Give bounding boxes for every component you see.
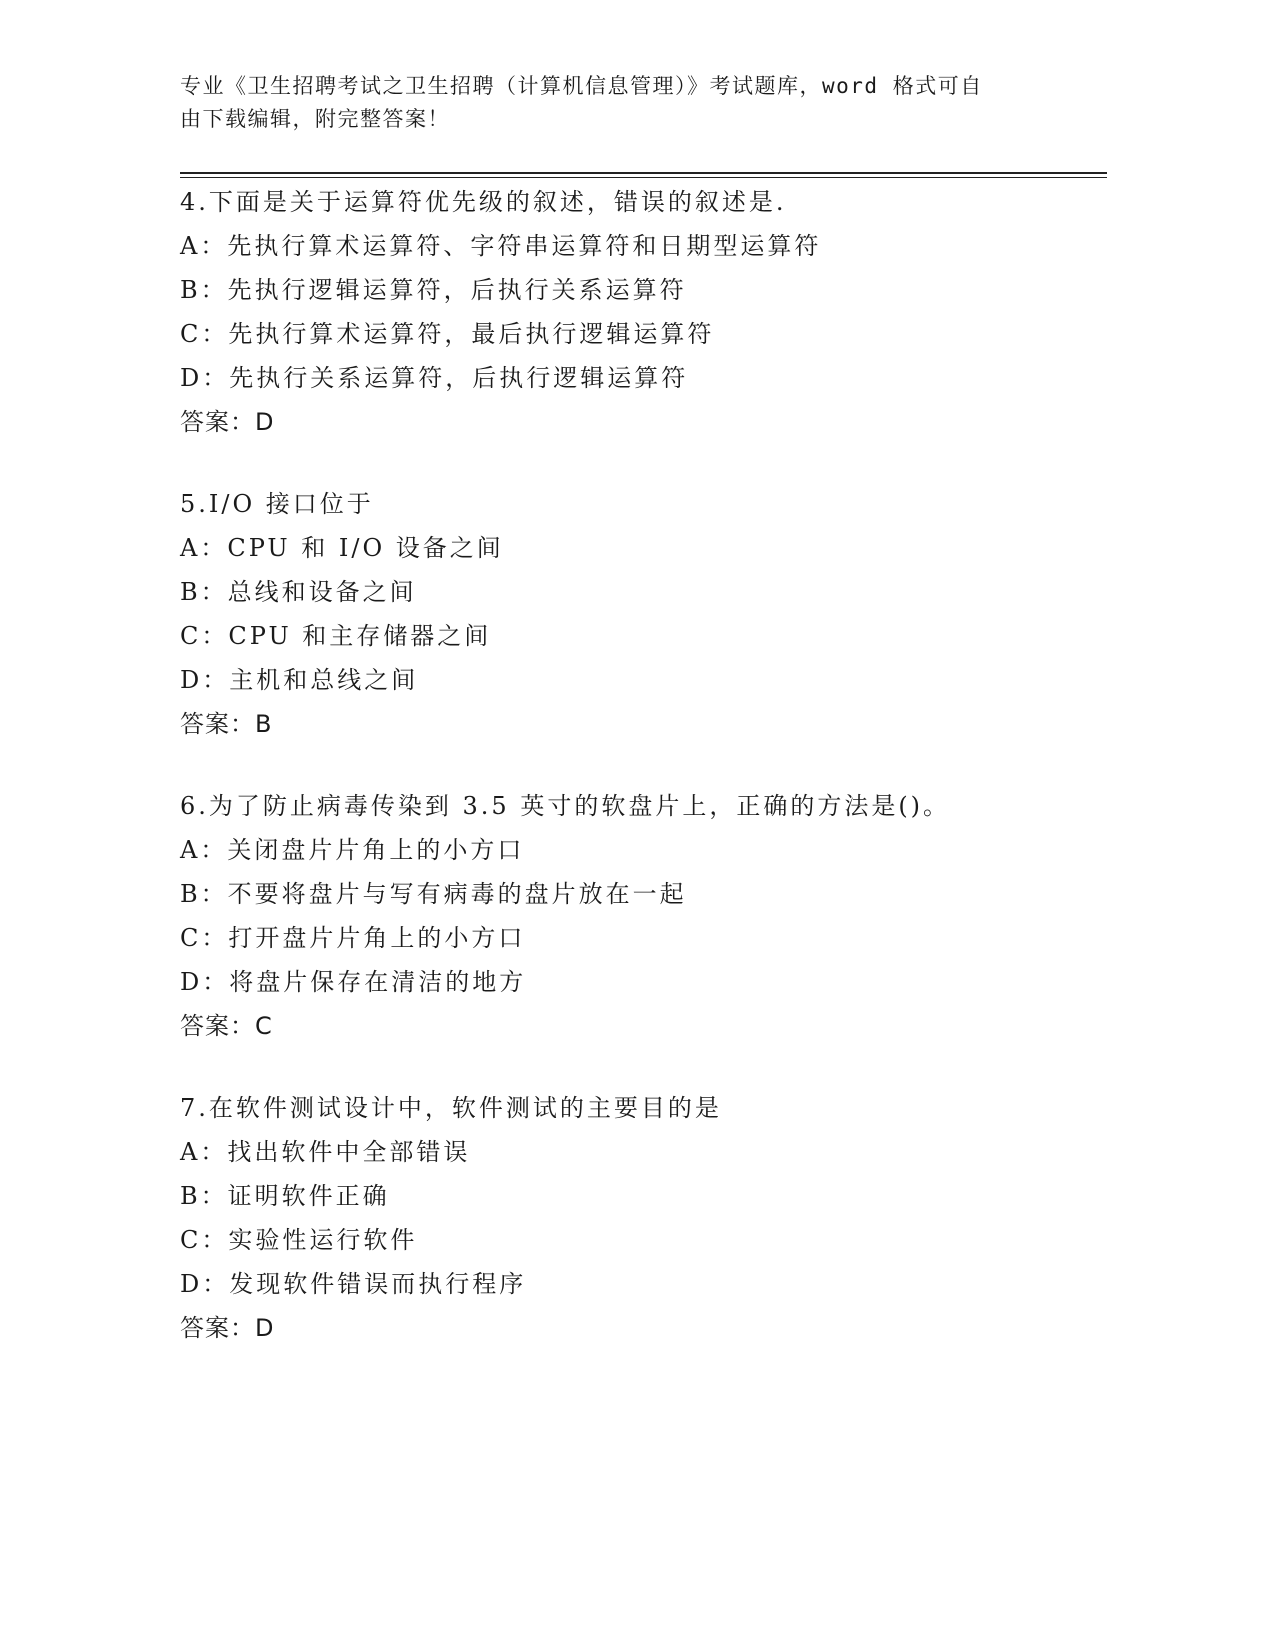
option-d: D：主机和总线之间 <box>180 666 419 694</box>
option-a: A：关闭盘片片角上的小方口 <box>180 836 525 864</box>
option-b: B：总线和设备之间 <box>180 578 417 606</box>
header-line-2: 由下载编辑，附完整答案！ <box>180 107 450 131</box>
question-4 <box>180 180 1180 444</box>
option-d: D：先执行关系运算符，后执行逻辑运算符 <box>180 364 689 392</box>
question-stem: 6.为了防止病毒传染到 3.5 英寸的软盘片上，正确的方法是()。 <box>180 792 951 820</box>
question-7 <box>180 1086 1180 1350</box>
header-line-1: 专业《卫生招聘考试之卫生招聘（计算机信息管理）》考试题库，word 格式可自 <box>180 74 983 98</box>
header-rule-thick <box>180 172 1107 174</box>
question-6 <box>180 784 1180 1048</box>
answer: 答案：B <box>180 710 273 738</box>
question-stem: 4.下面是关于运算符优先级的叙述，错误的叙述是. <box>180 188 787 216</box>
option-a: A：先执行算术运算符、字符串运算符和日期型运算符 <box>180 232 822 260</box>
answer: 答案：D <box>180 1314 275 1342</box>
option-b: B：证明软件正确 <box>180 1182 390 1210</box>
option-a: A：找出软件中全部错误 <box>180 1138 471 1166</box>
question-stem: 7.在软件测试设计中，软件测试的主要目的是 <box>180 1094 722 1122</box>
option-a: A：CPU 和 I/O 设备之间 <box>180 534 504 562</box>
option-c: C：实验性运行软件 <box>180 1226 418 1254</box>
question-5 <box>180 482 1180 746</box>
option-b: B：先执行逻辑运算符，后执行关系运算符 <box>180 276 687 304</box>
document-header <box>180 70 1060 136</box>
option-b: B：不要将盘片与写有病毒的盘片放在一起 <box>180 880 687 908</box>
answer: 答案：C <box>180 1012 273 1040</box>
option-c: C：先执行算术运算符，最后执行逻辑运算符 <box>180 320 715 348</box>
option-c: C：CPU 和主存储器之间 <box>180 622 492 650</box>
option-d: D：将盘片保存在清洁的地方 <box>180 968 527 996</box>
question-stem: 5.I/O 接口位于 <box>180 490 374 518</box>
header-rule-thin <box>180 177 1107 178</box>
option-c: C：打开盘片片角上的小方口 <box>180 924 526 952</box>
answer: 答案：D <box>180 408 275 436</box>
question-list <box>180 180 1180 1388</box>
option-d: D：发现软件错误而执行程序 <box>180 1270 527 1298</box>
